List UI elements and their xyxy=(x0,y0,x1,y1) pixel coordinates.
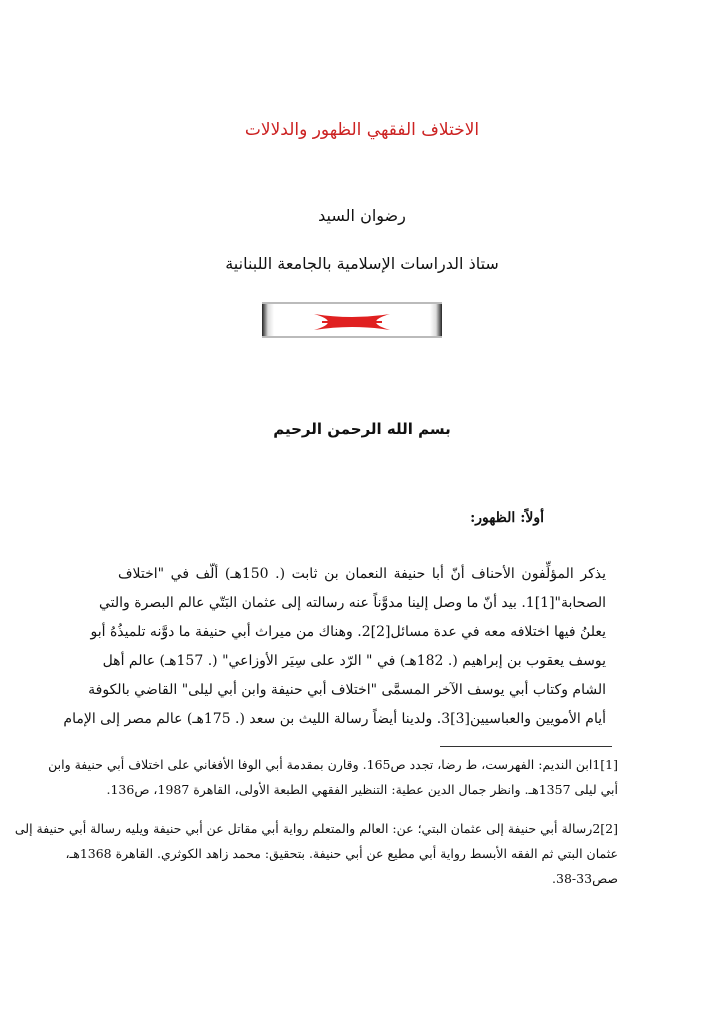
body-line: الشام وكتاب أبي يوسف الآخر المسمَّى "اختلاف أبي حنيفة وابن أبي ليلى" القاضي بالكوفة xyxy=(88,682,606,698)
footnote-separator xyxy=(440,746,612,747)
cross-ornament-icon xyxy=(262,304,442,340)
footnote-line: أبي ليلى 1357هـ. وانظر جمال الدين عطية: التنظير الفقهي الطبعة الأولى، القاهرة 1987، ص136. xyxy=(106,782,618,797)
ornament-divider xyxy=(262,302,442,338)
body-line: يذكر المؤلِّفون الأحناف أنّ أبا حنيفة النعمان بن ثابت (. 150هـ) ألّف في "اختلاف xyxy=(118,566,606,582)
body-paragraph xyxy=(63,560,606,734)
footnote-line: عثمان البتي ثم الفقه الأبسط رواية أبي مطيع عن أبي حنيفة. بتحقيق: محمد زاهد الكوثري. القاهرة 1368هـ، xyxy=(65,846,618,861)
author-name: رضوان السيد xyxy=(318,206,406,225)
footnote-1 xyxy=(48,752,618,802)
footnote-line: صص33-38. xyxy=(552,871,618,886)
body-line: يعلنُ فيها اختلافه معه في عدة مسائل[2]2. وهناك من ميراث أبي حنيفة ما دوَّنه تلميذُهُ أبو xyxy=(90,624,606,640)
footnote-line: [1]1ابن النديم: الفهرست، ط رضا، تجدد ص165. وقارن بمقدمة أبي الوفا الأفغاني على اختلاف أبي حنيفة وابن xyxy=(48,757,618,772)
footnote-2 xyxy=(14,816,618,891)
author-affiliation: ستاذ الدراسات الإسلامية بالجامعة اللبنانية xyxy=(225,254,499,273)
body-line: يوسف يعقوب بن إبراهيم (. 182هـ) في " الرّد على سِيَر الأوزاعي" (. 157هـ) عالم أهل xyxy=(102,653,606,669)
footnote-line: [2]2رسالة أبي حنيفة إلى عثمان البتي؛ عن: العالم والمتعلم رواية أبي مقاتل عن أبي حنيفة ويليه رسالة أبي حنيفة إلى xyxy=(14,821,618,836)
body-line: الصحابة"[1]1. بيد أنّ ما وصل إلينا مدوَّناً عنه رسالته إلى عثمان البَتّي عالم البصرة والتي xyxy=(98,595,606,611)
section-heading: أولاً: الظهور: xyxy=(470,510,544,526)
document-title: الاختلاف الفقهي الظهور والدلالات xyxy=(244,120,480,140)
basmala: بسم الله الرحمن الرحيم xyxy=(273,420,451,438)
footnotes xyxy=(14,752,618,905)
body-line: أيام الأمويين والعباسيين[3]3. ولدينا أيضاً رسالة الليث بن سعد (. 175هـ) عالم مصر إلى الإمام xyxy=(63,711,606,727)
